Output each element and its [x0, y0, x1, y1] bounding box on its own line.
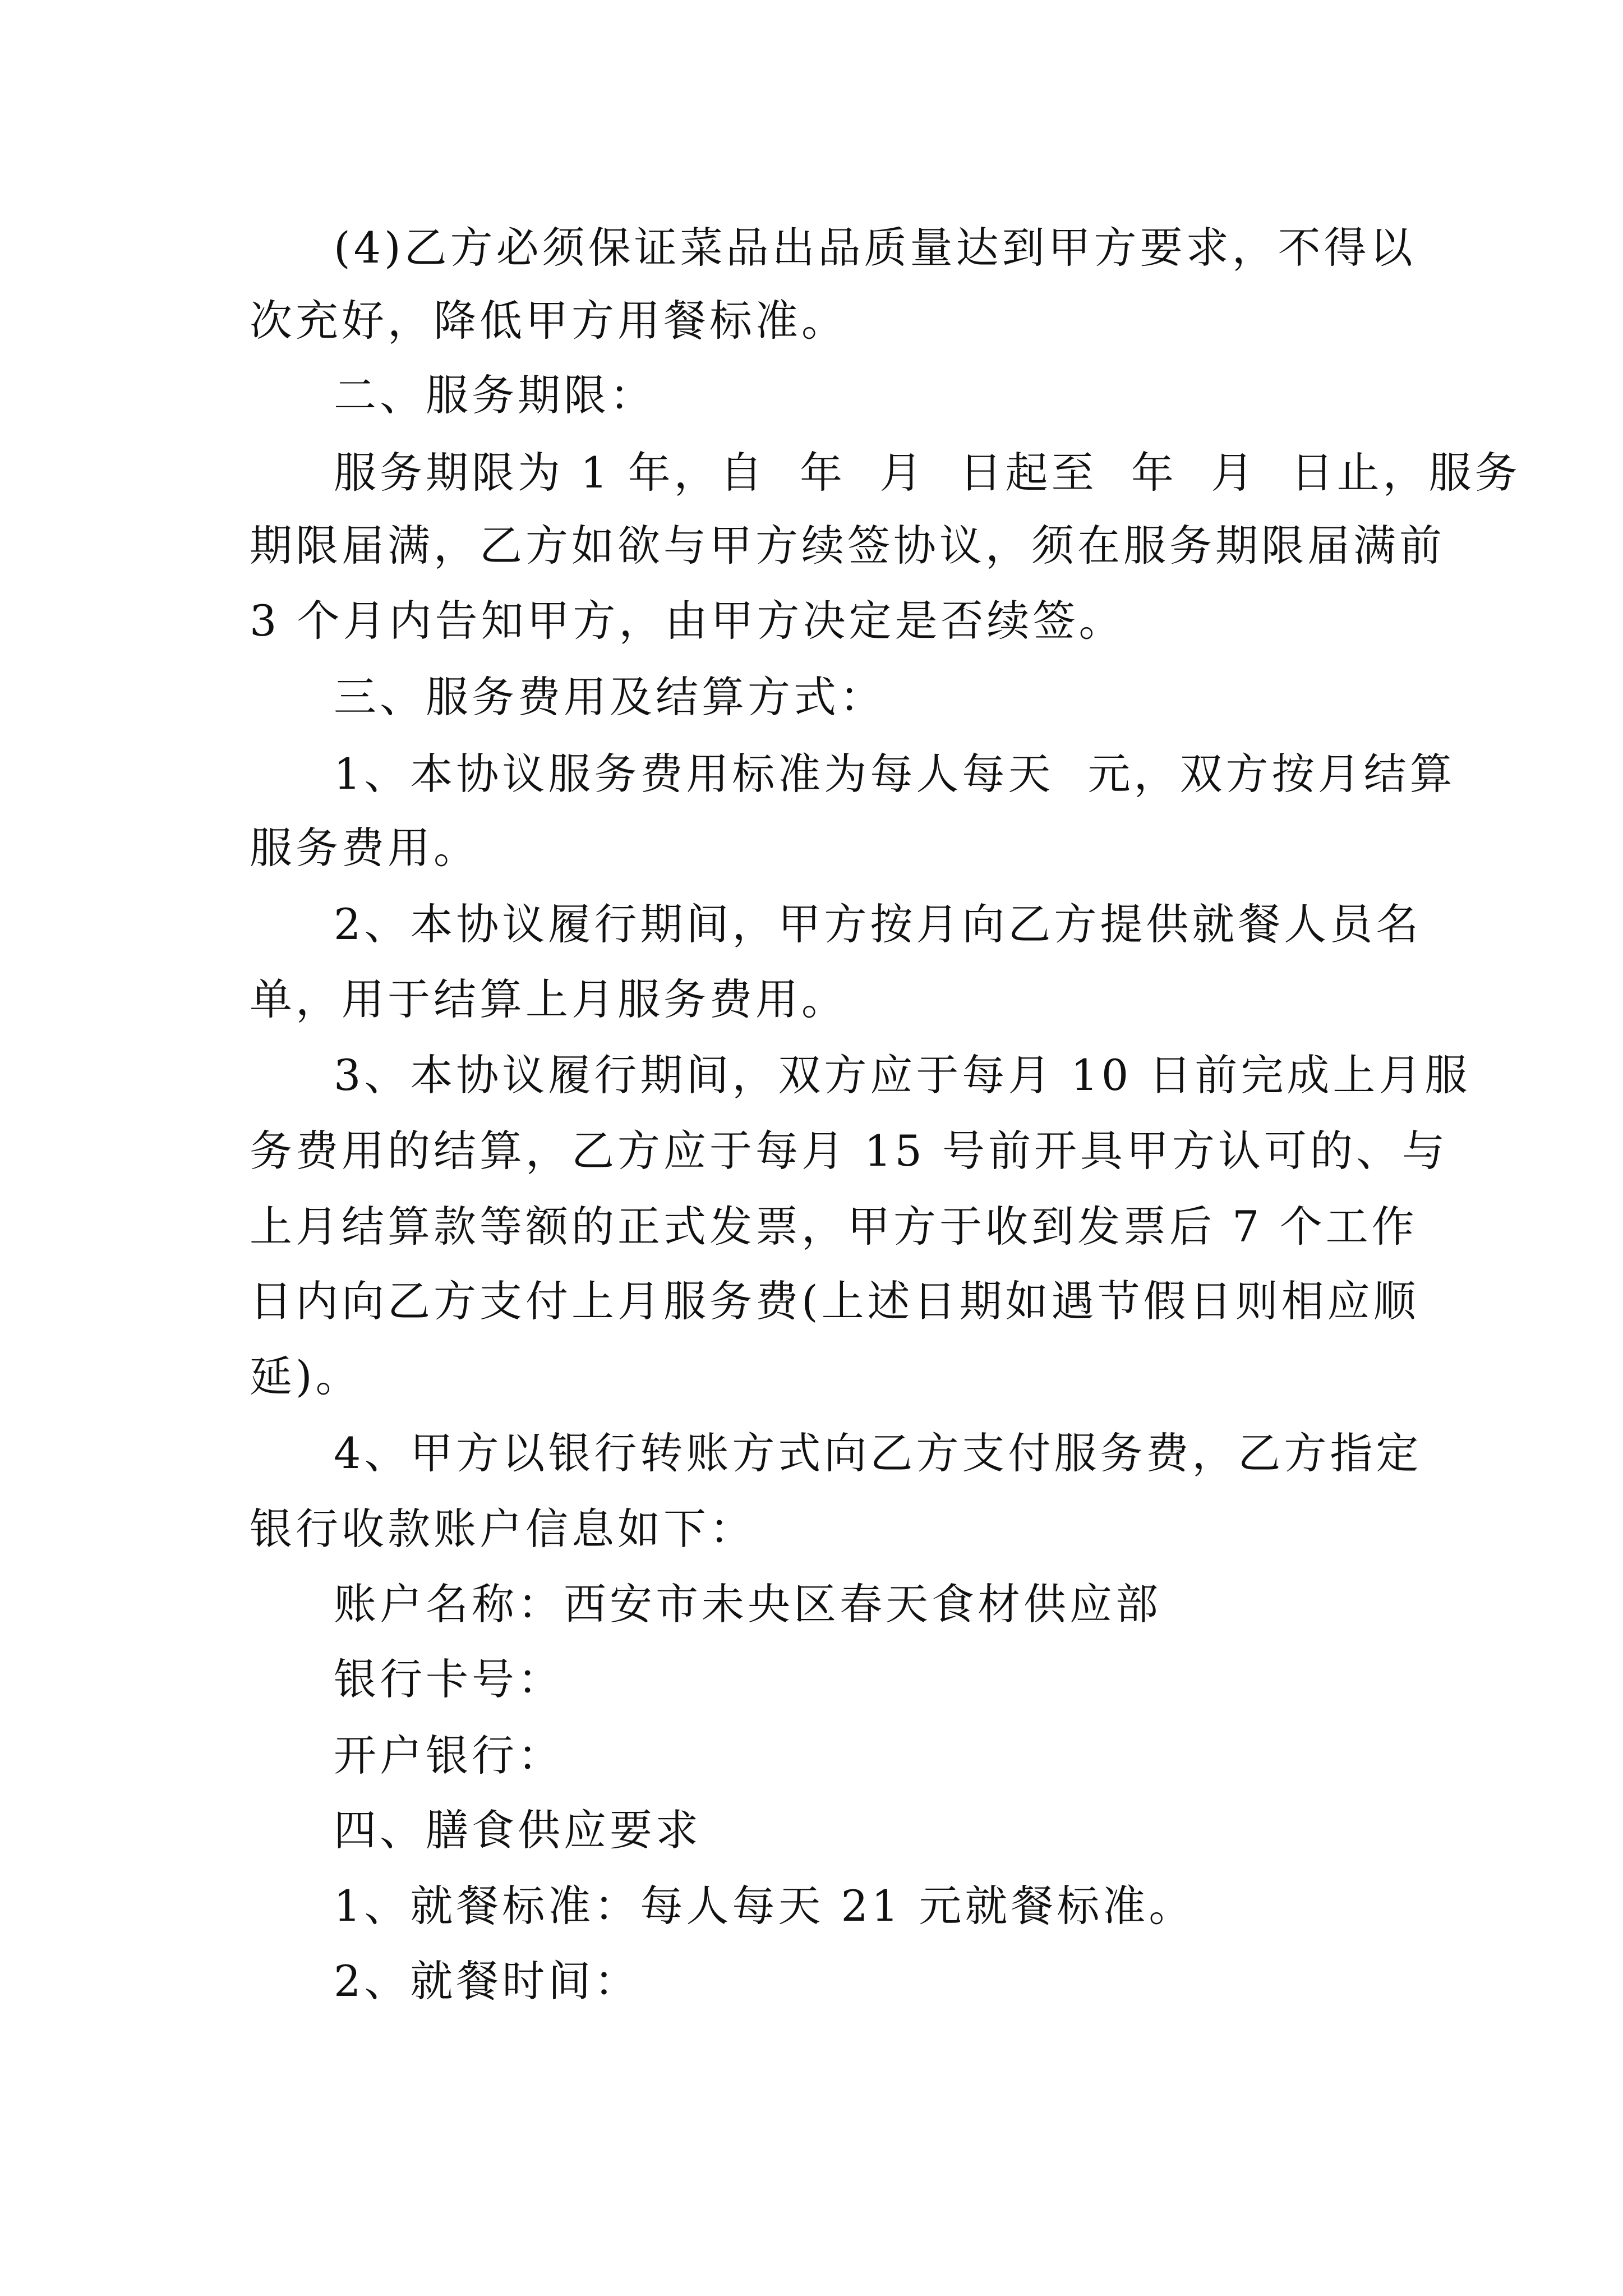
paragraph-line: 期限届满，乙方如欲与甲方续签协议，须在服务期限届满前 [250, 521, 1445, 570]
paragraph-line: 服务期限为 1 年，自 年 月 日起至 年 月 日止，服务 [334, 448, 1521, 498]
paragraph-line: 银行收款账户信息如下： [250, 1504, 755, 1554]
paragraph-line: 2、就餐时间： [334, 1956, 640, 2006]
paragraph-line: 4、甲方以银行转账方式向乙方支付服务费，乙方指定 [334, 1428, 1422, 1478]
paragraph-line: 2、本协议履行期间，甲方按月向乙方提供就餐人员名 [334, 899, 1422, 949]
paragraph-line: 服务费用。 [250, 823, 479, 873]
paragraph-line: 1、本协议服务费用标准为每人每天 元，双方按月结算 [334, 749, 1456, 799]
section-heading: 三、服务费用及结算方式： [334, 672, 886, 722]
section-heading: 四、膳食供应要求 [334, 1805, 702, 1855]
section-heading: 二、服务期限： [334, 370, 656, 420]
paragraph-line: 日内向乙方支付上月服务费(上述日期如遇节假日则相应顺 [250, 1276, 1419, 1326]
bank-card-line: 银行卡号： [334, 1654, 564, 1704]
paragraph-line: 上月结算款等额的正式发票，甲方于收到发票后 7 个工作 [250, 1202, 1418, 1251]
paragraph-line: 3、本协议履行期间，双方应于每月 10 日前完成上月服 [334, 1050, 1471, 1100]
paragraph-line: 次充好，降低甲方用餐标准。 [250, 296, 847, 346]
paragraph-line: 单，用于结算上月服务费用。 [250, 974, 847, 1024]
paragraph-line: 延)。 [250, 1351, 362, 1401]
paragraph-line: 务费用的结算，乙方应于每月 15 号前开具甲方认可的、与 [250, 1126, 1449, 1176]
bank-name-line: 开户银行： [334, 1731, 564, 1780]
paragraph-line: 1、就餐标准：每人每天 21 元就餐标准。 [334, 1881, 1195, 1931]
paragraph-line: (4)乙方必须保证菜品出品质量达到甲方要求，不得以 [334, 223, 1416, 273]
paragraph-line: 3 个月内告知甲方，由甲方决定是否续签。 [250, 596, 1125, 646]
account-name-line: 账户名称：西安市未央区春天食材供应部 [334, 1579, 1161, 1629]
